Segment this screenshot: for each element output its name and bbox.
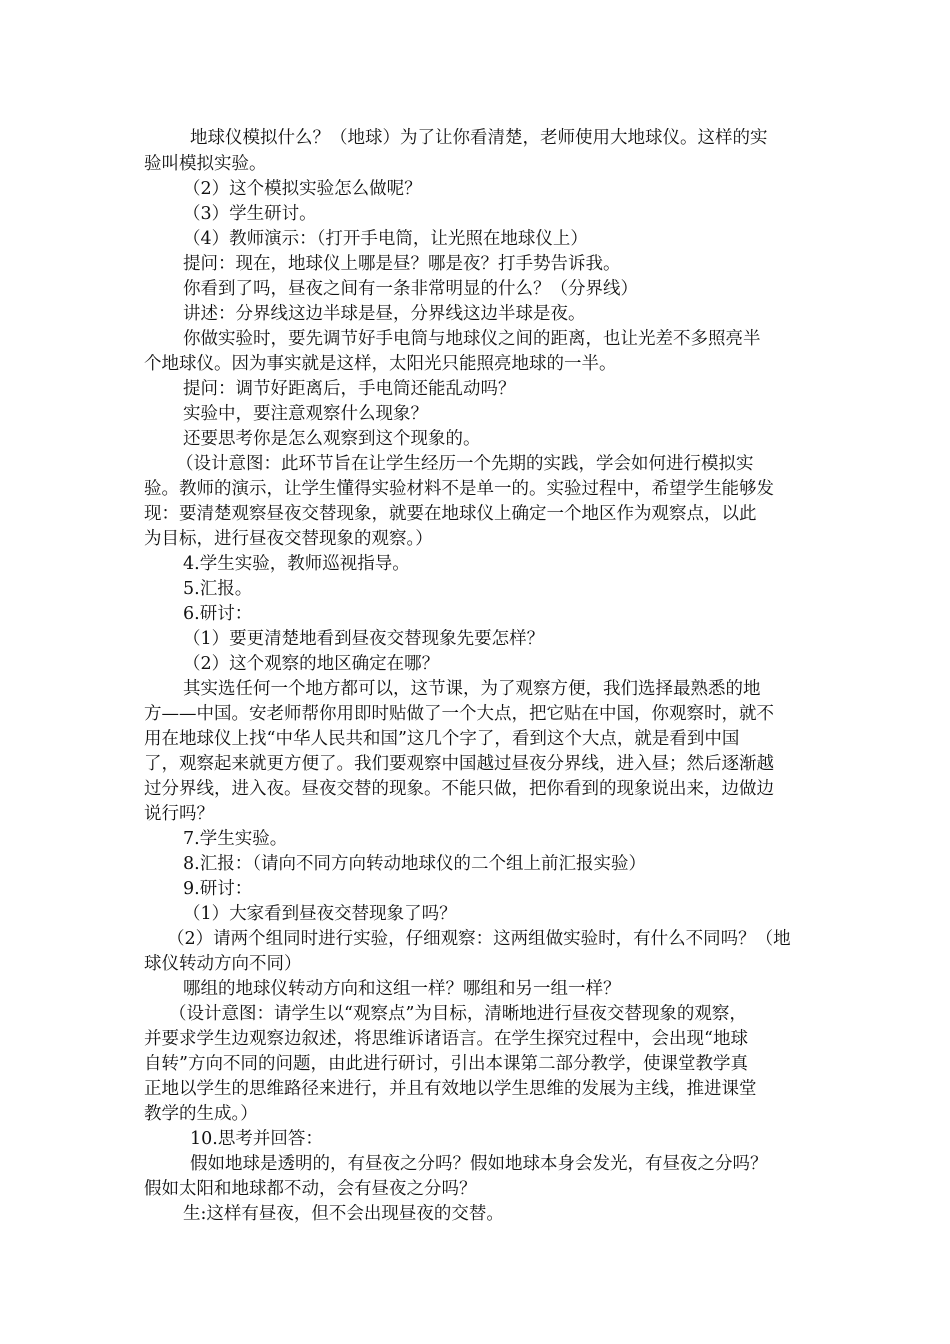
text-line: （2）请两个组同时进行实验，仔细观察：这两组做实验时，有什么不同吗？（地 <box>167 929 791 949</box>
text-line: （4）教师演示：（打开手电筒，让光照在地球仪上） <box>183 229 588 249</box>
text-line: 讲述：分界线这边半球是昼，分界线这边半球是夜。 <box>183 304 586 324</box>
text-line: 4.学生实验，教师巡视指导。 <box>183 554 410 574</box>
text-line: 提问：调节好距离后，手电筒还能乱动吗？ <box>183 379 516 399</box>
text-line: 为目标，进行昼夜交替现象的观察。） <box>144 529 433 549</box>
text-line: 你做实验时，要先调节好手电筒与地球仪之间的距离，也让光差不多照亮半 <box>183 329 761 349</box>
text-line: 8.汇报：（请向不同方向转动地球仪的二个组上前汇报实验） <box>183 854 646 874</box>
text-line: （2）这个观察的地区确定在哪？ <box>183 654 440 674</box>
text-line: 正地以学生的思维路径来进行，并且有效地以学生思维的发展为主线，推进课堂 <box>144 1079 757 1099</box>
text-line: 验叫模拟实验。 <box>144 154 267 174</box>
text-line: 了，观察起来就更方便了。我们要观察中国越过昼夜分界线，进入昼；然后逐渐越 <box>144 754 774 774</box>
text-line: 假如太阳和地球都不动，会有昼夜之分吗？ <box>144 1179 477 1199</box>
text-line: 用在地球仪上找“中华人民共和国”这几个字了，看到这个大点，就是看到中国 <box>144 729 740 749</box>
text-line: 并要求学生边观察边叙述，将思维诉诸语言。在学生探究过程中，会出现“地球 <box>144 1029 748 1049</box>
text-line: 验。教师的演示，让学生懂得实验材料不是单一的。实验过程中，希望学生能够发 <box>144 479 774 499</box>
text-line: 9.研讨： <box>183 879 253 899</box>
text-line: （1）大家看到昼夜交替现象了吗？ <box>183 904 457 924</box>
text-line: 方——中国。安老师帮你用即时贴做了一个大点，把它贴在中国，你观察时，就不 <box>144 704 774 724</box>
text-line: 哪组的地球仪转动方向和这组一样？哪组和另一组一样？ <box>183 979 621 999</box>
text-line: 还要思考你是怎么观察到这个现象的。 <box>183 429 481 449</box>
text-line: （设计意图：请学生以“观察点”为目标，清晰地进行昼夜交替现象的观察， <box>169 1004 747 1024</box>
text-line: 6.研讨： <box>183 604 253 624</box>
text-line: 7.学生实验。 <box>183 829 288 849</box>
text-line: 球仪转动方向不同） <box>144 954 302 974</box>
text-line: 地球仪模拟什么？（地球）为了让你看清楚，老师使用大地球仪。这样的实 <box>190 128 768 148</box>
text-line: 假如地球是透明的，有昼夜之分吗？假如地球本身会发光，有昼夜之分吗？ <box>190 1154 768 1174</box>
text-line: 其实选任何一个地方都可以，这节课，为了观察方便，我们选择最熟悉的地 <box>183 679 761 699</box>
text-line: 实验中，要注意观察什么现象？ <box>183 404 428 424</box>
text-line: 5.汇报。 <box>183 579 253 599</box>
text-line: 你看到了吗，昼夜之间有一条非常明显的什么？（分界线） <box>183 279 638 299</box>
text-line: 教学的生成。） <box>144 1104 258 1124</box>
text-line: 自转”方向不同的问题，由此进行研讨，引出本课第二部分教学，使课堂教学真 <box>144 1054 748 1074</box>
text-line: （2）这个模拟实验怎么做呢？ <box>183 179 422 199</box>
text-line: 现：要清楚观察昼夜交替现象，就要在地球仪上确定一个地区作为观察点，以此 <box>144 504 757 524</box>
text-line: 提问：现在，地球仪上哪是昼？哪是夜？打手势告诉我。 <box>183 254 621 274</box>
text-line: （1）要更清楚地看到昼夜交替现象先要怎样？ <box>183 629 545 649</box>
text-line: 10.思考并回答： <box>190 1129 323 1149</box>
text-line: 说行吗？ <box>144 804 214 824</box>
text-line: 个地球仪。因为事实就是这样，太阳光只能照亮地球的一半。 <box>144 354 617 374</box>
text-line: 过分界线，进入夜。昼夜交替的现象。不能只做，把你看到的现象说出来，边做边 <box>144 779 774 799</box>
text-line: （3）学生研讨。 <box>183 204 317 224</box>
text-line: （设计意图：此环节旨在让学生经历一个先期的实践，学会如何进行模拟实 <box>176 454 754 474</box>
text-line: 生:这样有昼夜，但不会出现昼夜的交替。 <box>183 1204 504 1224</box>
